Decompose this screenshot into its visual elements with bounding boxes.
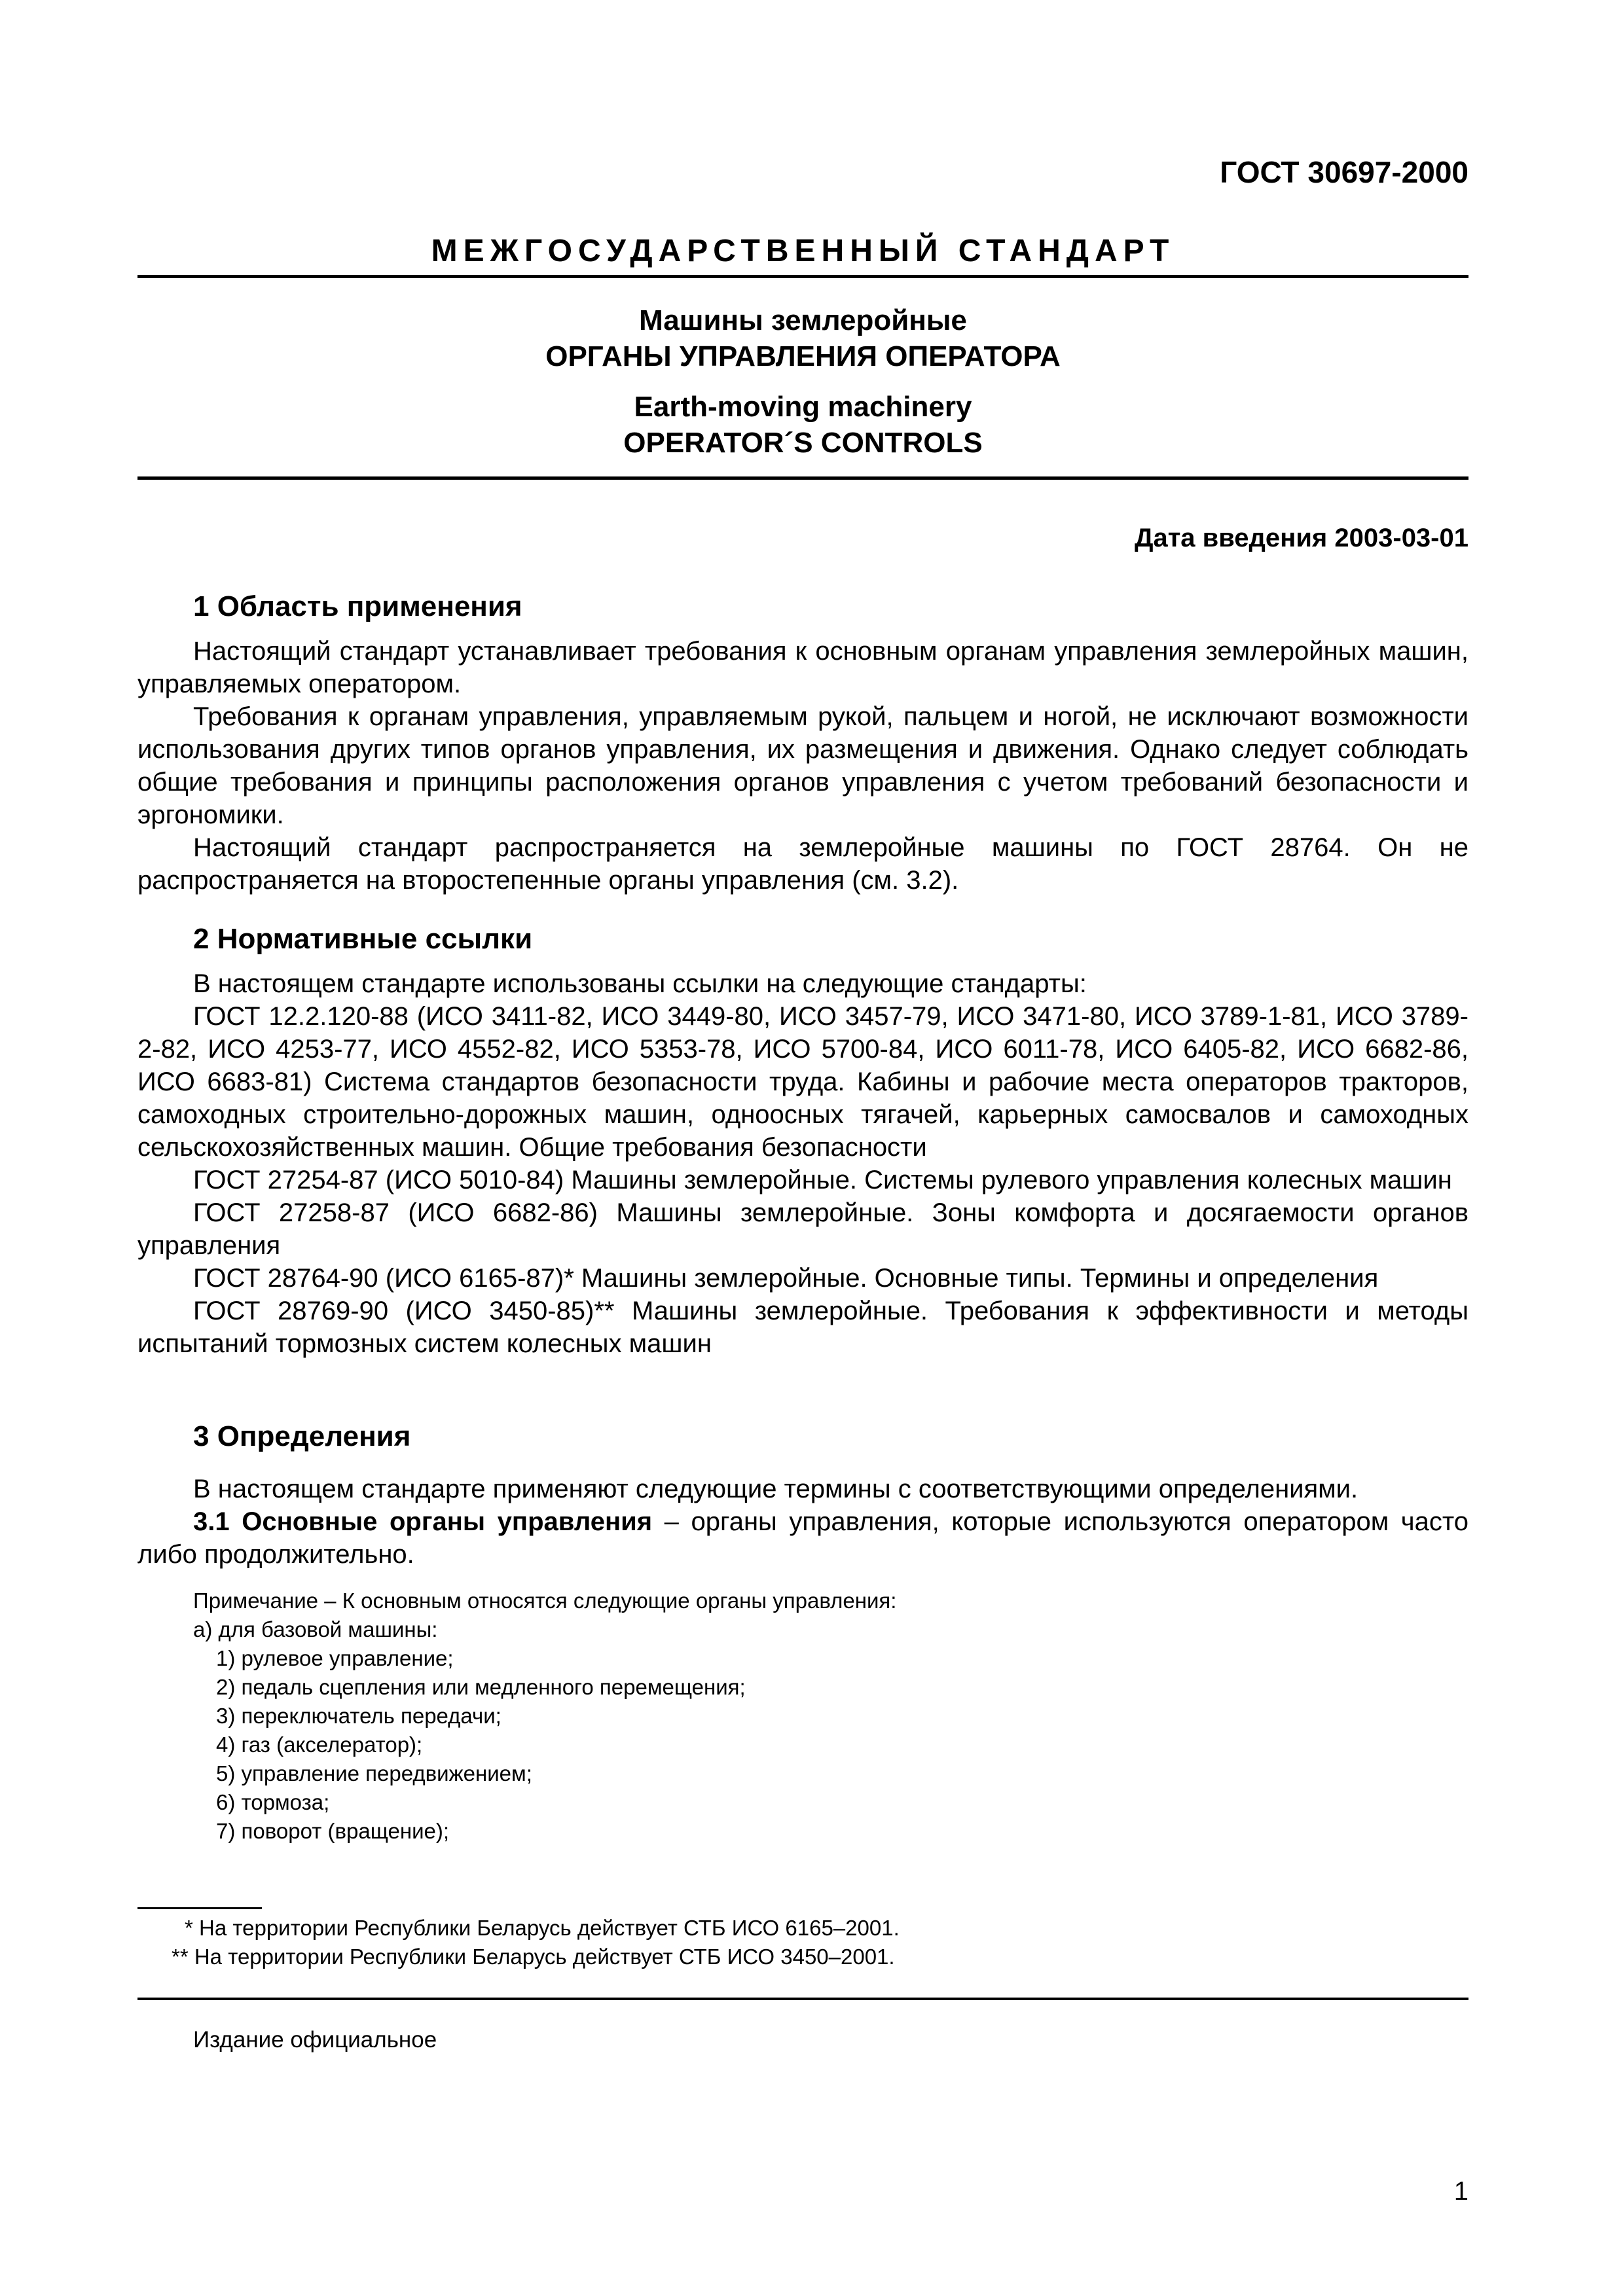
bottom-rule [137,1998,1468,2000]
document-type: МЕЖГОСУДАРСТВЕННЫЙ СТАНДАРТ [431,234,1175,268]
title-block [137,302,1468,461]
reference-item: ГОСТ 28764-90 (ИСО 6165-87)* Машины землеройные. Основные типы. Термины и определения [193,1264,1379,1293]
section-1-paragraph: Настоящий стандарт устанавливает требования к основным органам управления землеройных машин, управляемых оператором. [137,637,1468,698]
reference-item: ГОСТ 12.2.120-88 (ИСО 3411-82, ИСО 3449-80, ИСО 3457-79, ИСО 3471-80, ИСО 3789-1-81, ИСО 3789-2-82, ИСО 4253-77, ИСО 4552-82, ИСО 5353-78, ИСО 5700-84, ИСО 6011-78, ИСО 6405-82, ИСО 6682-86, ИСО 6683-81) Система стандартов безопасности труда. Кабины и рабочие места операторов тракторов, самоходных строительно-дорожных машин, одноосных тягачей, карьерных самосвалов и самоходных сельскохозяйственных машин. Общие требования безопасности [137,1002,1468,1162]
section-3-heading: 3 Определения [193,1420,411,1452]
section-2-heading: 2 Нормативные ссылки [193,923,533,955]
section-1-paragraph: Требования к органам управления, управляемым рукой, пальцем и ногой, не исключают возможности использования других типов органов управления, их размещения и движения. Однако следует соблюдать общие требования и принципы расположения органов управления с учетом требований безопасности и эргономики. [137,702,1468,829]
term-number: 3.1 [193,1507,230,1536]
note-item: 7) поворот (вращение); [216,1819,450,1843]
footnotes [137,1914,1468,1971]
note-item: 5) управление передвижением; [216,1761,532,1785]
title-ru-line1: Машины землеройные [639,304,967,336]
footnote: * На территории Республики Беларусь действует СТБ ИСО 6165–2001. [185,1916,900,1940]
section-1 [137,590,1468,897]
reference-item: ГОСТ 27258-87 (ИСО 6682-86) Машины землеройные. Зоны комфорта и досягаемости органов управления [137,1198,1468,1260]
note-item: 2) педаль сцепления или медленного перемещения; [216,1675,746,1699]
note-item: 4) газ (акселератор); [216,1732,423,1757]
term-name: Основные органы управления [242,1507,653,1536]
title-en-line2: OPERATOR´S CONTROLS [623,427,983,459]
note-item: 1) рулевое управление; [216,1646,454,1670]
reference-item: ГОСТ 28769-90 (ИСО 3450-85)** Машины землеройные. Требования к эффективности и методы испытаний тормозных систем колесных машин [137,1297,1468,1358]
note-item: 3) переключатель передачи; [216,1704,501,1728]
section-1-paragraph: Настоящий стандарт распространяется на землеройные машины по ГОСТ 28764. Он не распространяется на второстепенные органы управления (см. 3.2). [137,833,1468,895]
title-ru-line2: ОРГАНЫ УПРАВЛЕНИЯ ОПЕРАТОРА [545,340,1061,372]
intro-date: Дата введения 2003-03-01 [1134,524,1468,552]
footnote-separator [137,1907,262,1909]
footnote: ** На территории Республики Беларусь действует СТБ ИСО 3450–2001. [172,1945,895,1969]
top-rule [137,275,1468,278]
section-3-intro: В настоящем стандарте применяют следующие термины с соответствующими определениями. [193,1475,1359,1503]
note-item: 6) тормоза; [216,1790,330,1814]
standard-id: ГОСТ 30697-2000 [1220,155,1468,189]
section-2-intro: В настоящем стандарте использованы ссылки на следующие стандарты: [193,969,1087,998]
reference-item: ГОСТ 27254-87 (ИСО 5010-84) Машины землеройные. Системы рулевого управления колесных машин [193,1166,1452,1194]
note-intro: Примечание – К основным относятся следующие органы управления: [193,1588,897,1613]
section-3 [137,1420,1468,1846]
term-text: – органы управления, которые используются оператором часто либо продолжительно. [137,1507,1469,1569]
note-subheading: а) для базовой машины: [193,1617,438,1641]
title-rule [137,476,1468,480]
note-block [137,1587,1468,1846]
section-1-heading: 1 Область применения [193,590,522,622]
term-definition [137,1505,1468,1571]
page-number: 1 [1453,2177,1468,2206]
section-2 [137,923,1468,1360]
edition-label: Издание официальное [193,2027,437,2053]
title-en-line1: Earth-moving machinery [634,391,972,423]
